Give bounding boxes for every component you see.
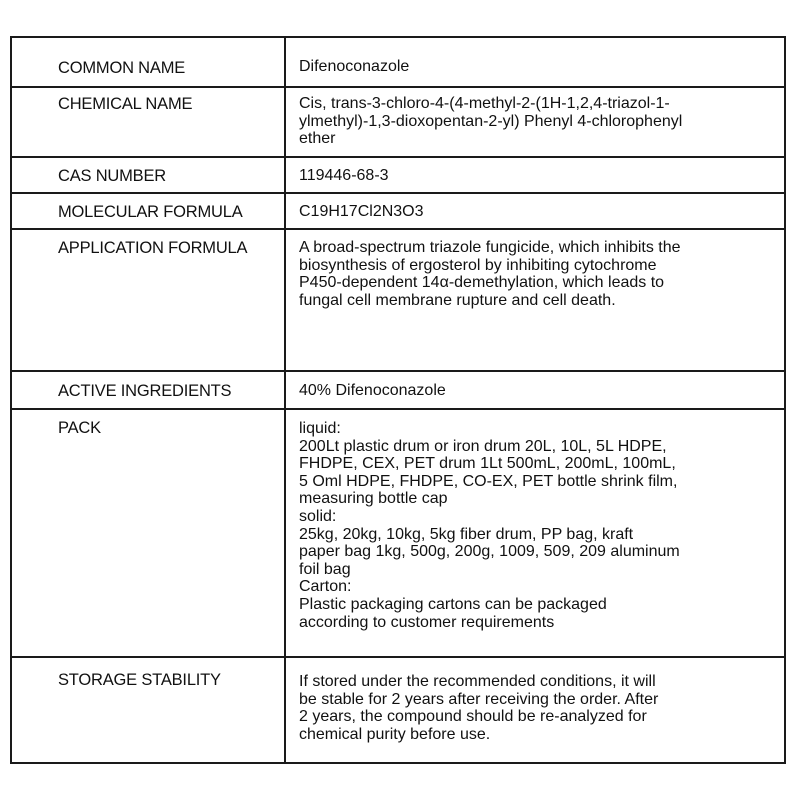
row-value: 40% Difenoconazole xyxy=(299,382,446,399)
row-label: CHEMICAL NAME xyxy=(58,95,193,113)
row-label: PACK xyxy=(58,419,101,437)
row-label: APPLICATION FORMULA xyxy=(58,239,248,257)
table-row-active-ingredients xyxy=(12,372,784,410)
table-row-storage-stability xyxy=(12,658,784,764)
row-value: liquid: 200Lt plastic drum or iron drum 20L, 10L, 5L HDPE, FHDPE, CEX, PET drum 1Lt 500mL, 200mL, 100mL, 5 Oml HDPE, FHDPE, CO-EX, PET bottle shrink film, measuring bottle cap solid: 25kg, 20kg, 10kg, 5kg fiber drum, PP bag, kraft paper bag 1kg, 500g, 200g, 1009, 509, 209 aluminum foil bag Carton: Plastic packaging cartons can be packaged according to customer requirements xyxy=(299,420,680,631)
spec-table xyxy=(10,36,786,764)
row-value: Difenoconazole xyxy=(299,58,410,75)
row-label: MOLECULAR FORMULA xyxy=(58,203,243,221)
row-value: Cis, trans-3-chloro-4-(4-methyl-2-(1H-1,2,4-triazol-1- ylmethyl)-1,3-dioxopentan-2-yl) Phenyl 4-chlorophenyl ether xyxy=(299,95,683,148)
table-row-molecular-formula xyxy=(12,194,784,230)
row-value: If stored under the recommended conditions, it will be stable for 2 years after receiving the order. After 2 years, the compound should be re-analyzed for chemical purity before use. xyxy=(299,673,659,743)
row-label: ACTIVE INGREDIENTS xyxy=(58,382,232,400)
table-row-cas-number xyxy=(12,158,784,194)
row-value: A broad-spectrum triazole fungicide, which inhibits the biosynthesis of ergosterol by inhibiting cytochrome P450-dependent 14α-demethylation, which leads to fungal cell membrane rupture and cell death. xyxy=(299,239,681,309)
table-row-application-formula xyxy=(12,230,784,372)
table-row-chemical-name xyxy=(12,88,784,158)
table-row-pack xyxy=(12,410,784,658)
row-value: 119446-68-3 xyxy=(299,167,389,184)
row-label: STORAGE STABILITY xyxy=(58,671,221,689)
table-row-common-name xyxy=(12,38,784,88)
row-value: C19H17Cl2N3O3 xyxy=(299,203,424,220)
row-label: COMMON NAME xyxy=(58,59,186,77)
row-label: CAS NUMBER xyxy=(58,167,167,185)
